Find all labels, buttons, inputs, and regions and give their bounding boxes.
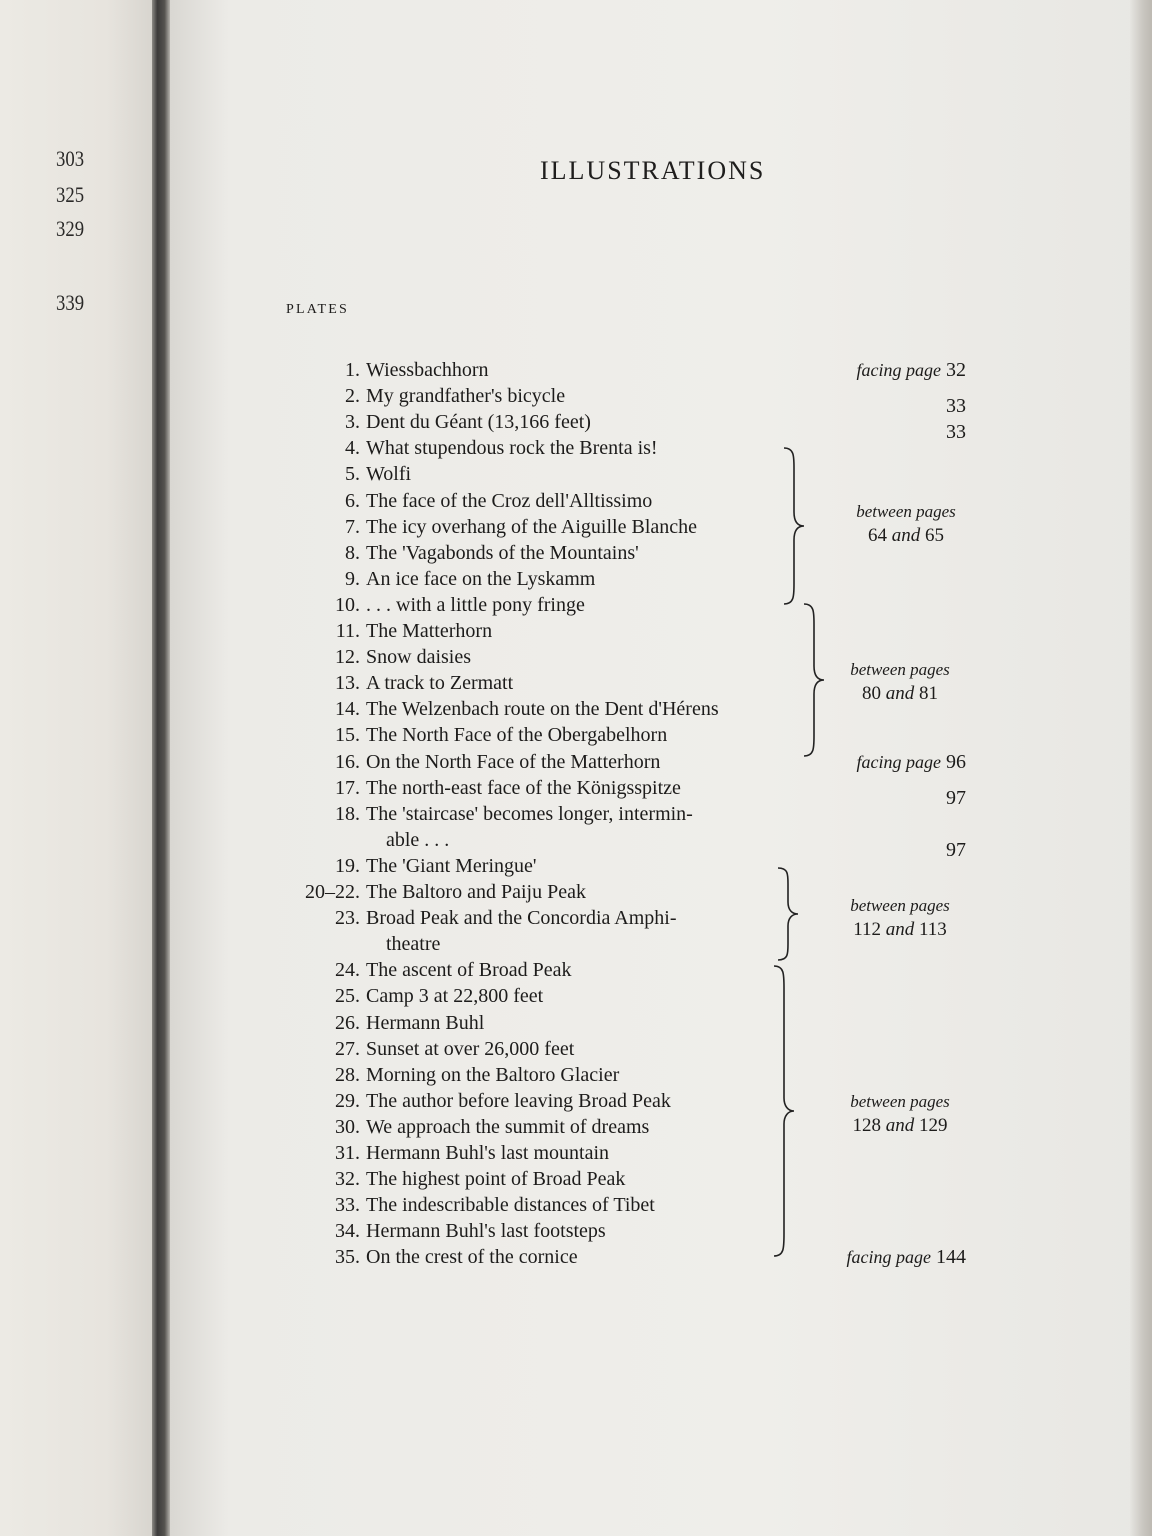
plate-entry [0, 1166, 1152, 1192]
plate-number: 16. [335, 751, 360, 773]
plate-title: On the North Face of the Matterhorn [366, 751, 661, 773]
plate-number: 17. [335, 777, 360, 799]
plate-number: 19. [335, 855, 360, 877]
plate-title: . . . with a little pony fringe [366, 594, 585, 616]
plate-entry [0, 775, 1152, 809]
plate-number: 13. [335, 672, 360, 694]
plate-title: The 'staircase' becomes longer, intermin- [366, 803, 693, 825]
plate-entry [0, 879, 1152, 905]
plate-entry [0, 722, 1152, 748]
plate-entry [0, 670, 1152, 696]
plate-number: 34. [335, 1220, 360, 1242]
plate-number: 7. [345, 516, 360, 538]
group-note-label: between pages [856, 502, 956, 521]
section-heading: PLATES [286, 302, 349, 317]
page-number: 144 [936, 1246, 966, 1268]
plate-number: 4. [345, 437, 360, 459]
brace-bracket [780, 446, 810, 606]
plate-page-ref [857, 749, 966, 775]
page-number: 33 [946, 421, 966, 443]
plate-number: 9. [345, 568, 360, 590]
plate-title: My grandfather's bicycle [366, 385, 566, 407]
plate-title: The highest point of Broad Peak [366, 1168, 626, 1190]
plate-title: Wiessbachhorn [366, 359, 489, 381]
plate-entry [0, 1088, 1152, 1114]
left-page-number: 329 [56, 216, 85, 241]
plate-entry [0, 566, 1152, 592]
plate-number: 2. [345, 385, 360, 407]
plate-number: 14. [335, 698, 360, 720]
facing-page-label: facing page [856, 360, 941, 380]
plate-number: 25. [335, 985, 360, 1007]
plate-title: Wolfi [366, 463, 412, 485]
plate-entry [0, 1244, 1152, 1270]
plate-title: Morning on the Baltoro Glacier [366, 1064, 620, 1086]
plate-number: 5. [345, 463, 360, 485]
plate-number: 10. [335, 594, 360, 616]
group-note [830, 1090, 970, 1138]
plate-entry [0, 1218, 1152, 1244]
facing-page-label: facing page [846, 1247, 931, 1267]
plate-number: 24. [335, 959, 360, 981]
plate-number: 30. [335, 1116, 360, 1138]
plate-number: 6. [345, 490, 360, 512]
plate-title: The indescribable distances of Tibet [366, 1194, 655, 1216]
plate-title: We approach the summit of dreams [366, 1116, 650, 1138]
plate-number: 27. [335, 1038, 360, 1060]
plate-number: 15. [335, 724, 360, 746]
plate-entry [0, 1062, 1152, 1088]
plate-number: 20–22. [305, 881, 360, 903]
plate-title: Hermann Buhl [366, 1012, 485, 1034]
plate-entry [0, 957, 1152, 983]
group-note [830, 658, 970, 706]
plate-title: able . . . [386, 829, 450, 851]
left-page-number: 325 [56, 182, 85, 207]
plate-title: Hermann Buhl's last mountain [366, 1142, 610, 1164]
plate-number: 12. [335, 646, 360, 668]
plate-entry [0, 1010, 1152, 1036]
plate-entry [0, 905, 1152, 931]
plate-number: 11. [335, 620, 360, 642]
plate-entry [0, 931, 1152, 957]
group-note-label: between pages [850, 1092, 950, 1111]
plate-title: What stupendous rock the Brenta is! [366, 437, 658, 459]
plate-title: Broad Peak and the Concordia Amphi- [366, 907, 677, 929]
plate-entry [0, 644, 1152, 670]
plate-title: The north-east face of the Königsspitze [366, 777, 681, 799]
plate-number: 8. [345, 542, 360, 564]
plate-title: The face of the Croz dell'Alltissimo [366, 490, 653, 512]
plate-page-ref [847, 1244, 966, 1270]
plate-title: The author before leaving Broad Peak [366, 1090, 671, 1112]
plate-number: 23. [335, 907, 360, 929]
left-page-number: 339 [56, 290, 85, 315]
plate-title: Snow daisies [366, 646, 471, 668]
plate-title: The North Face of the Obergabelhorn [366, 724, 668, 746]
plate-number: 1. [345, 359, 360, 381]
group-note-pages: 112 and 113 [853, 919, 947, 940]
brace-bracket [770, 964, 800, 1258]
plate-entry [0, 357, 1152, 383]
plate-entry [0, 514, 1152, 540]
group-note-pages: 128 and 129 [852, 1115, 948, 1136]
plate-title: Dent du Géant (13,166 feet) [366, 411, 591, 433]
plate-entry [0, 592, 1152, 618]
plate-title: Hermann Buhl's last footsteps [366, 1220, 606, 1242]
plate-title: The ascent of Broad Peak [366, 959, 572, 981]
plate-title: A track to Zermatt [366, 672, 514, 694]
plate-number: 28. [335, 1064, 360, 1086]
plate-entry [0, 1140, 1152, 1166]
page-number: 97 [946, 839, 966, 861]
plate-title: On the crest of the cornice [366, 1246, 578, 1268]
plate-title: theatre [386, 933, 441, 955]
plate-entry [0, 1114, 1152, 1140]
group-note [836, 500, 976, 548]
page-number: 97 [946, 787, 966, 809]
plate-entry [0, 488, 1152, 514]
plate-number: 31. [335, 1142, 360, 1164]
plate-number: 32. [335, 1168, 360, 1190]
plate-entry [0, 827, 1152, 861]
plate-entry [0, 540, 1152, 566]
page-number: 32 [946, 359, 966, 381]
plate-number: 18. [335, 803, 360, 825]
group-note-label: between pages [850, 660, 950, 679]
group-note-label: between pages [850, 896, 950, 915]
plate-entry [0, 1036, 1152, 1062]
plate-entry [0, 749, 1152, 775]
group-note-pages: 80 and 81 [862, 683, 938, 704]
plate-title: An ice face on the Lyskamm [366, 568, 596, 590]
left-page-number: 303 [56, 146, 85, 171]
plate-title: The icy overhang of the Aiguille Blanche [366, 516, 698, 538]
plate-entry [0, 383, 1152, 417]
plate-title: The 'Vagabonds of the Mountains' [366, 542, 639, 564]
page-number: 33 [946, 395, 966, 417]
plate-number: 3. [345, 411, 360, 433]
plate-page-ref [857, 357, 966, 383]
plate-entry [0, 1192, 1152, 1218]
plate-entry [0, 461, 1152, 487]
plate-title: Camp 3 at 22,800 feet [366, 985, 544, 1007]
plate-title: The 'Giant Meringue' [366, 855, 537, 877]
plate-entry [0, 618, 1152, 644]
page-title: ILLUSTRATIONS [540, 156, 766, 185]
plate-entry [0, 435, 1152, 461]
plate-title: Sunset at over 26,000 feet [366, 1038, 575, 1060]
plate-entry [0, 853, 1152, 879]
page-number: 96 [946, 751, 966, 773]
plate-title: The Welzenbach route on the Dent d'Hérens [366, 698, 719, 720]
plate-title: The Matterhorn [366, 620, 493, 642]
plate-entry [0, 409, 1152, 443]
plate-number: 26. [335, 1012, 360, 1034]
brace-bracket [800, 602, 830, 758]
group-note [830, 894, 970, 942]
plate-entry [0, 801, 1152, 827]
facing-page-label: facing page [856, 752, 941, 772]
plate-title: The Baltoro and Paiju Peak [366, 881, 586, 903]
plate-entry [0, 696, 1152, 722]
brace-bracket [774, 866, 804, 962]
group-note-pages: 64 and 65 [868, 525, 944, 546]
plate-number: 33. [335, 1194, 360, 1216]
plate-number: 29. [335, 1090, 360, 1112]
plate-entry [0, 983, 1152, 1009]
plate-number: 35. [335, 1246, 360, 1268]
